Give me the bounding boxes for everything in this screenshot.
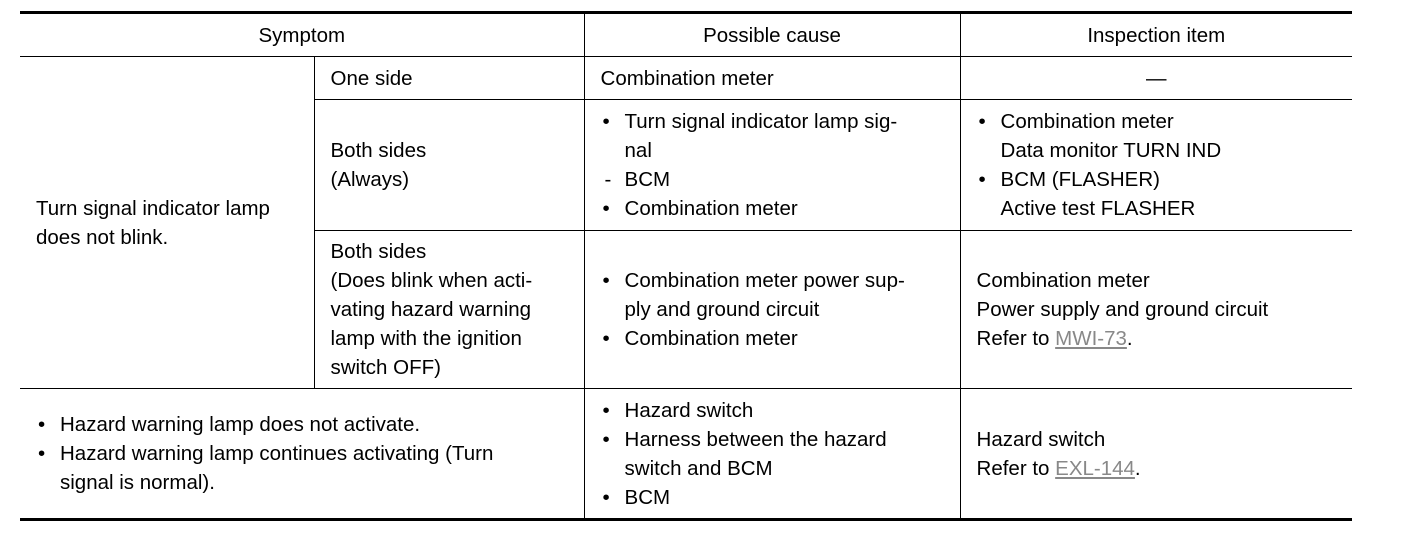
refer-prefix: Refer to <box>976 327 1056 350</box>
inspection-line: Data monitor TURN IND <box>1000 139 1222 162</box>
sub-symptom-line: (Always) <box>330 168 410 191</box>
inspection-line: • Combination meter <box>1000 110 1174 133</box>
inspection-cell <box>960 231 1352 389</box>
sub-symptom-line: switch OFF) <box>330 356 441 379</box>
table-row <box>20 389 1352 520</box>
cause-cell <box>584 389 960 520</box>
main-symptom-line: Turn signal indicator lamp <box>36 196 270 220</box>
inspection-line: Hazard switch <box>976 427 1106 451</box>
list-item <box>977 165 1345 223</box>
diagnosis-table <box>20 11 1352 521</box>
refer-suffix: . <box>1126 327 1133 350</box>
cause-line: • Hazard switch <box>624 398 754 422</box>
inspection-line: Active test FLASHER <box>1000 197 1196 220</box>
refer-suffix: . <box>1134 456 1141 480</box>
main-symptom-line: does not blink. <box>36 225 169 249</box>
cause-line: • Combination meter <box>624 327 798 350</box>
sub-symptom-line: Both sides <box>330 139 427 162</box>
sub-symptom-line: One side <box>330 66 413 90</box>
header-inspection-item: Inspection item <box>960 13 1352 57</box>
list-item <box>601 266 952 324</box>
cause-line: • BCM <box>624 485 671 509</box>
cause-text: Combination meter <box>600 66 774 90</box>
cause-line: nal <box>624 139 652 162</box>
list-item <box>601 425 952 483</box>
cause-line: ply and ground circuit <box>624 298 820 321</box>
cause-list <box>601 396 952 512</box>
list-item <box>601 194 952 223</box>
list-item <box>601 165 952 194</box>
sub-symptom-line: (Does blink when acti- <box>330 269 533 292</box>
inspection-cell <box>960 389 1352 520</box>
refer-line <box>977 454 1345 483</box>
cause-list <box>601 266 952 353</box>
cause-list <box>601 107 952 223</box>
cause-cell <box>584 231 960 389</box>
inspection-cell <box>960 100 1352 231</box>
sub-symptom-line: lamp with the ignition <box>330 327 522 350</box>
list-item <box>977 107 1345 165</box>
symptom-line: signal is normal). <box>60 471 215 494</box>
list-item <box>601 483 952 512</box>
inspection-list <box>977 107 1345 223</box>
inspection-line: Combination meter <box>976 269 1150 292</box>
link-exl-144[interactable]: EXL-144 <box>1055 456 1135 480</box>
cause-line: • Harness between the hazard <box>624 427 887 451</box>
link-mwi-73[interactable]: MWI-73 <box>1055 327 1127 350</box>
cause-line: - BCM <box>624 168 671 191</box>
cause-line: switch and BCM <box>624 456 773 480</box>
sub-symptom-line: vating hazard warning <box>330 298 532 321</box>
cause-cell <box>584 100 960 231</box>
table-row <box>20 57 1352 100</box>
inspection-line: Power supply and ground circuit <box>976 298 1269 321</box>
main-symptom-turn-signal <box>20 57 314 389</box>
sub-symptom-one-side <box>314 57 584 100</box>
diagnosis-table-container <box>20 11 1352 521</box>
symptom-line: • Hazard warning lamp continues activating (Turn <box>60 442 494 465</box>
sub-symptom-both-does-blink <box>314 231 584 389</box>
cause-cell <box>584 57 960 100</box>
header-possible-cause: Possible cause <box>584 13 960 57</box>
sub-symptom-line: Both sides <box>330 240 427 263</box>
cause-line: • Turn signal indicator lamp sig- <box>624 110 898 133</box>
hazard-symptom-cell <box>20 389 584 520</box>
list-item <box>601 107 952 165</box>
refer-line <box>977 324 1345 353</box>
list-item <box>601 396 952 425</box>
header-symptom: Symptom <box>20 13 584 57</box>
inspection-line: • BCM (FLASHER) <box>1000 168 1160 191</box>
sub-symptom-both-always <box>314 100 584 231</box>
refer-prefix: Refer to <box>976 456 1056 480</box>
list-item <box>36 410 584 439</box>
list-item <box>36 439 584 497</box>
inspection-cell <box>960 57 1352 100</box>
hazard-symptom-list <box>36 410 584 497</box>
cause-line: • Combination meter <box>624 197 798 220</box>
inspection-text: — <box>1146 66 1167 90</box>
symptom-line: • Hazard warning lamp does not activate. <box>60 413 421 436</box>
header-row <box>20 13 1352 57</box>
cause-line: • Combination meter power sup- <box>624 269 905 292</box>
list-item <box>601 324 952 353</box>
